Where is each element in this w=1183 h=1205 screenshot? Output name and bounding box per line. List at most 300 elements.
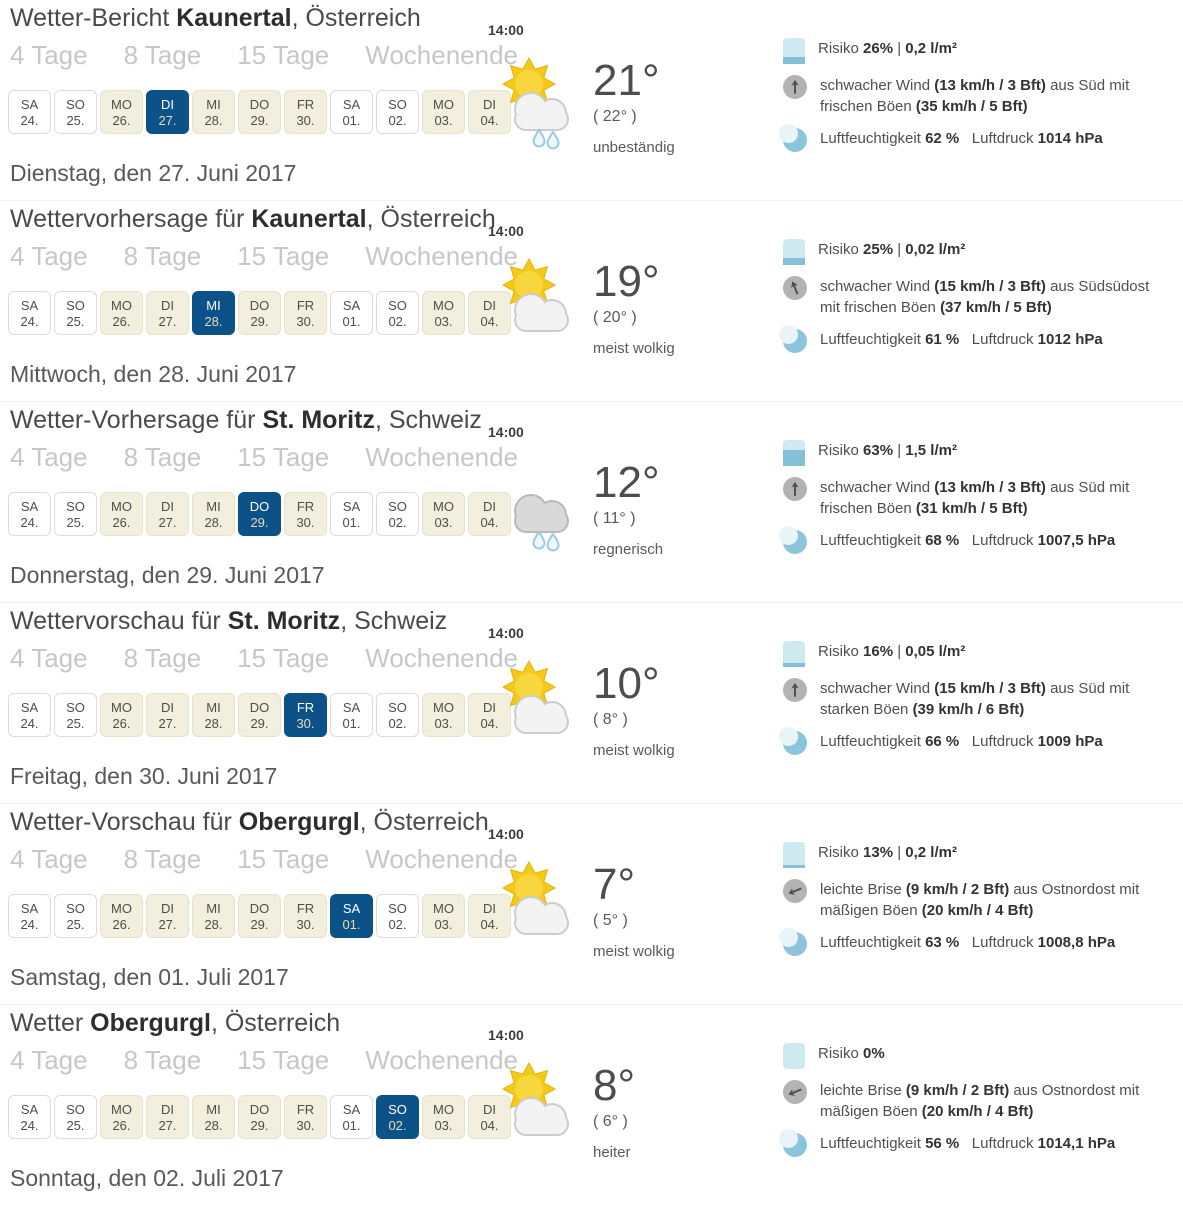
day-pill[interactable]: [8, 1095, 51, 1139]
day-pill-weekday: SA: [342, 1102, 361, 1117]
day-pill[interactable]: [192, 894, 235, 938]
day-pill-date: 01.: [342, 113, 361, 128]
wind-direction-icon: [783, 879, 807, 903]
day-pill-weekday: DO: [249, 901, 270, 916]
day-pill-weekday: SA: [20, 1102, 39, 1117]
tab-8-tage[interactable]: 8 Tage: [123, 40, 202, 70]
day-pill-date: 03.: [434, 716, 453, 731]
day-pill-date: 04.: [480, 1118, 499, 1133]
day-pill[interactable]: [284, 492, 327, 536]
day-pill-weekday: MO: [111, 700, 132, 715]
day-pill-date: 24.: [20, 314, 39, 329]
precipitation-row: [783, 842, 1165, 868]
wind-direction-icon: [783, 477, 807, 501]
day-pill-date: 30.: [296, 515, 315, 530]
day-pill-date: 27.: [158, 113, 177, 128]
title-suffix: , Schweiz: [340, 607, 448, 635]
day-pill-date: 28.: [204, 716, 223, 731]
day-pill-weekday: MI: [206, 298, 221, 313]
day-pill-weekday: MO: [111, 1102, 132, 1117]
day-pill-date: 28.: [204, 1118, 223, 1133]
day-strip: [8, 894, 499, 942]
city-name: Kaunertal: [251, 205, 367, 233]
day-pill[interactable]: [422, 90, 465, 134]
day-pill-weekday: MO: [111, 298, 132, 313]
wind-row: [783, 477, 1165, 519]
range-tabs: [10, 241, 518, 272]
day-pill[interactable]: [8, 291, 51, 335]
city-name: Obergurgl: [90, 1009, 211, 1037]
day-pill-date: 24.: [20, 917, 39, 932]
humidity-row: [783, 128, 1165, 152]
day-pill-weekday: FR: [296, 901, 315, 916]
tab-15-tage[interactable]: 15 Tage: [237, 40, 330, 70]
day-pill-date: 02.: [388, 314, 407, 329]
day-pill[interactable]: [192, 693, 235, 737]
day-pill-date: 25.: [66, 314, 85, 329]
felt-temperature: ( 11° ): [593, 510, 636, 527]
day-pill[interactable]: [8, 894, 51, 938]
wind-row: [783, 1080, 1165, 1122]
day-pill[interactable]: [330, 492, 373, 536]
day-pill-weekday: MO: [111, 901, 132, 916]
range-tabs: [10, 844, 518, 875]
day-pill[interactable]: [422, 894, 465, 938]
temperature-column: [593, 58, 675, 156]
date-line: Dienstag, den 27. Juni 2017: [10, 160, 297, 186]
tab-4-tage[interactable]: 4 Tage: [10, 844, 88, 874]
humidity-icon: [783, 128, 807, 152]
title-prefix: Wetter-Vorhersage für: [10, 406, 263, 434]
tab-15-tage[interactable]: 15 Tage: [237, 241, 330, 271]
day-pill[interactable]: [146, 693, 189, 737]
day-pill[interactable]: [54, 693, 97, 737]
date-line: Donnerstag, den 29. Juni 2017: [10, 562, 325, 588]
day-pill-date: 01.: [342, 716, 361, 731]
city-name: Obergurgl: [238, 808, 360, 836]
day-pill-date: 24.: [20, 716, 39, 731]
day-pill-date: 28.: [204, 515, 223, 530]
day-pill-date: 26.: [112, 1118, 131, 1133]
day-pill-date: 02.: [388, 113, 407, 128]
day-pill-date: 02.: [388, 917, 407, 932]
time-label: 14:00: [488, 22, 524, 38]
detail-rows: [783, 239, 1165, 353]
day-pill-date: 04.: [480, 314, 499, 329]
day-pill-weekday: FR: [296, 499, 315, 514]
felt-temperature: ( 8° ): [593, 711, 628, 728]
day-pill-weekday: SO: [388, 1102, 407, 1117]
day-pill[interactable]: [54, 291, 97, 335]
tab-4-tage[interactable]: 4 Tage: [10, 643, 88, 673]
condition-label: meist wolkig: [593, 943, 675, 960]
day-pill[interactable]: [422, 291, 465, 335]
day-pill-weekday: MI: [206, 499, 221, 514]
day-pill-weekday: SO: [66, 499, 85, 514]
day-pill[interactable]: [100, 492, 143, 536]
day-pill[interactable]: [284, 90, 327, 134]
tab-4-tage[interactable]: 4 Tage: [10, 1045, 88, 1075]
humidity-pressure-text: Luftfeuchtigkeit 62 % Luftdruck 1014 hPa: [820, 130, 1103, 147]
weather-block: [0, 401, 1183, 602]
tab-wochenende[interactable]: Wochenende: [365, 442, 518, 472]
day-pill-weekday: MI: [206, 700, 221, 715]
day-pill-date: 25.: [66, 113, 85, 128]
day-pill[interactable]: [284, 1095, 327, 1139]
tab-15-tage[interactable]: 15 Tage: [237, 643, 330, 673]
tab-4-tage[interactable]: 4 Tage: [10, 241, 88, 271]
city-name: St. Moritz: [227, 607, 341, 635]
block-title: [10, 4, 421, 33]
humidity-row: [783, 329, 1165, 353]
day-pill-weekday: DO: [249, 499, 270, 514]
title-suffix: , Österreich: [291, 4, 421, 32]
day-pill-date: 25.: [66, 917, 85, 932]
wind-text: schwacher Wind (15 km/h / 3 Bft) aus Südsüdost mit frischen Böen (37 km/h / 5 Bft): [820, 278, 1154, 316]
weather-block: [0, 200, 1183, 401]
day-pill-weekday: DI: [161, 97, 174, 112]
precipitation-row: [783, 239, 1165, 265]
sun-cloud-rain-icon: [487, 48, 587, 148]
precipitation-row: [783, 440, 1165, 466]
felt-temperature: ( 22° ): [593, 108, 637, 125]
day-pill[interactable]: [284, 894, 327, 938]
day-pill[interactable]: [376, 1095, 419, 1139]
precipitation-risk-icon: [783, 440, 805, 466]
day-pill[interactable]: [100, 693, 143, 737]
precipitation-text: Risiko 25% | 0,02 l/m²: [818, 241, 966, 258]
day-pill[interactable]: [146, 894, 189, 938]
detail-rows: [783, 641, 1165, 755]
day-pill[interactable]: [238, 894, 281, 938]
day-pill-date: 02.: [388, 515, 407, 530]
day-pill[interactable]: [54, 894, 97, 938]
range-tabs: [10, 1045, 518, 1076]
day-pill[interactable]: [284, 291, 327, 335]
day-pill-weekday: SA: [342, 97, 361, 112]
day-pill-weekday: SA: [20, 499, 39, 514]
day-pill-date: 29.: [250, 917, 269, 932]
day-pill-weekday: SO: [66, 298, 85, 313]
temperature: 10°: [593, 659, 660, 708]
detail-rows: [783, 1043, 1165, 1157]
day-pill-date: 03.: [434, 113, 453, 128]
day-pill-weekday: SA: [342, 499, 361, 514]
tab-8-tage[interactable]: 8 Tage: [123, 643, 202, 673]
humidity-icon: [783, 530, 807, 554]
tab-15-tage[interactable]: 15 Tage: [237, 1045, 330, 1075]
precipitation-text: Risiko 0%: [818, 1045, 885, 1062]
day-pill-weekday: DI: [161, 499, 174, 514]
humidity-row: [783, 932, 1165, 956]
day-pill[interactable]: [422, 1095, 465, 1139]
day-pill-date: 29.: [250, 113, 269, 128]
day-pill-weekday: FR: [296, 1102, 315, 1117]
day-pill-date: 04.: [480, 515, 499, 530]
day-pill-weekday: DI: [483, 1102, 496, 1117]
day-pill[interactable]: [422, 693, 465, 737]
wind-row: [783, 75, 1165, 117]
day-pill[interactable]: [238, 693, 281, 737]
day-pill[interactable]: [100, 291, 143, 335]
day-pill[interactable]: [238, 492, 281, 536]
day-pill-weekday: DI: [161, 700, 174, 715]
humidity-pressure-text: Luftfeuchtigkeit 56 % Luftdruck 1014,1 hPa: [820, 1135, 1116, 1152]
tab-wochenende[interactable]: Wochenende: [365, 1045, 518, 1075]
temperature-column: [593, 259, 675, 357]
day-pill-weekday: SO: [388, 901, 407, 916]
day-pill-date: 03.: [434, 1118, 453, 1133]
day-pill[interactable]: [100, 894, 143, 938]
weather-block: [0, 1004, 1183, 1205]
humidity-pressure-text: Luftfeuchtigkeit 61 % Luftdruck 1012 hPa: [820, 331, 1103, 348]
day-pill[interactable]: [376, 90, 419, 134]
tab-wochenende[interactable]: Wochenende: [365, 643, 518, 673]
precipitation-text: Risiko 26% | 0,2 l/m²: [818, 40, 957, 57]
day-pill-date: 04.: [480, 716, 499, 731]
tab-4-tage[interactable]: 4 Tage: [10, 40, 88, 70]
humidity-icon: [783, 329, 807, 353]
day-pill[interactable]: [376, 693, 419, 737]
day-pill-weekday: SO: [66, 700, 85, 715]
day-pill-date: 24.: [20, 1118, 39, 1133]
wind-row: [783, 678, 1165, 720]
day-pill-date: 26.: [112, 113, 131, 128]
day-pill-date: 26.: [112, 314, 131, 329]
day-pill-date: 04.: [480, 917, 499, 932]
city-name: St. Moritz: [262, 406, 375, 434]
weather-block: [0, 0, 1183, 200]
condition-label: heiter: [593, 1144, 631, 1161]
day-pill-date: 03.: [434, 917, 453, 932]
day-pill-date: 28.: [204, 113, 223, 128]
day-pill-weekday: SO: [388, 700, 407, 715]
day-pill[interactable]: [192, 291, 235, 335]
day-strip: [8, 1095, 499, 1143]
day-strip: [8, 291, 499, 339]
day-pill-weekday: SA: [342, 700, 361, 715]
date-line: Freitag, den 30. Juni 2017: [10, 763, 278, 789]
day-pill-date: 27.: [158, 314, 177, 329]
temperature-column: [593, 661, 675, 759]
day-strip: [8, 492, 499, 540]
temperature: 12°: [593, 458, 660, 507]
precipitation-row: [783, 38, 1165, 64]
tab-8-tage[interactable]: 8 Tage: [123, 1045, 202, 1075]
day-pill-weekday: SO: [66, 97, 85, 112]
humidity-icon: [783, 932, 807, 956]
day-pill[interactable]: [376, 492, 419, 536]
day-pill-weekday: SA: [20, 700, 39, 715]
day-pill-date: 28.: [204, 917, 223, 932]
day-pill-date: 01.: [342, 515, 361, 530]
weather-block: [0, 803, 1183, 1004]
sun-cloud-icon: [487, 1053, 587, 1153]
day-pill[interactable]: [146, 291, 189, 335]
day-pill-date: 29.: [250, 716, 269, 731]
day-pill-weekday: DI: [161, 298, 174, 313]
day-pill[interactable]: [54, 1095, 97, 1139]
forecast-right-panel: [481, 603, 1183, 803]
precipitation-risk-icon: [783, 641, 805, 667]
day-pill[interactable]: [192, 1095, 235, 1139]
humidity-pressure-text: Luftfeuchtigkeit 68 % Luftdruck 1007,5 hPa: [820, 532, 1116, 549]
day-pill[interactable]: [54, 90, 97, 134]
temperature: 19°: [593, 257, 660, 306]
sun-cloud-icon: [487, 651, 587, 751]
day-pill[interactable]: [8, 90, 51, 134]
sun-cloud-icon: [487, 249, 587, 349]
day-pill-weekday: MI: [206, 1102, 221, 1117]
day-pill-weekday: SA: [342, 901, 361, 916]
tab-4-tage[interactable]: 4 Tage: [10, 442, 88, 472]
day-pill[interactable]: [238, 90, 281, 134]
day-pill[interactable]: [146, 492, 189, 536]
day-pill-date: 03.: [434, 314, 453, 329]
day-pill-weekday: MO: [433, 97, 454, 112]
day-pill-date: 30.: [296, 113, 315, 128]
day-pill-weekday: MO: [111, 97, 132, 112]
wind-direction-icon: [783, 276, 807, 300]
day-pill[interactable]: [100, 90, 143, 134]
humidity-icon: [783, 1133, 807, 1157]
temperature: 8°: [593, 1061, 636, 1110]
day-pill[interactable]: [238, 291, 281, 335]
day-pill[interactable]: [376, 291, 419, 335]
tab-8-tage[interactable]: 8 Tage: [123, 844, 202, 874]
day-pill-weekday: MO: [433, 1102, 454, 1117]
precipitation-risk-icon: [783, 239, 805, 265]
day-pill[interactable]: [146, 1095, 189, 1139]
precipitation-risk-icon: [783, 1043, 805, 1069]
day-pill-weekday: DI: [483, 298, 496, 313]
wind-row: [783, 276, 1165, 318]
day-pill[interactable]: [330, 291, 373, 335]
day-pill[interactable]: [146, 90, 189, 134]
day-pill[interactable]: [54, 492, 97, 536]
day-pill-date: 04.: [480, 113, 499, 128]
precipitation-row: [783, 1043, 1165, 1069]
day-pill-weekday: DO: [249, 97, 270, 112]
day-pill-date: 26.: [112, 917, 131, 932]
day-pill-weekday: FR: [296, 700, 315, 715]
tab-wochenende[interactable]: Wochenende: [365, 844, 518, 874]
day-pill-date: 01.: [342, 314, 361, 329]
wind-text: schwacher Wind (13 km/h / 3 Bft) aus Süd mit frischen Böen (35 km/h / 5 Bft): [820, 77, 1134, 115]
day-strip: [8, 693, 499, 741]
tab-8-tage[interactable]: 8 Tage: [123, 442, 202, 472]
title-prefix: Wetter-Bericht: [10, 4, 177, 32]
day-pill-date: 27.: [158, 1118, 177, 1133]
tab-15-tage[interactable]: 15 Tage: [237, 844, 330, 874]
day-pill[interactable]: [192, 492, 235, 536]
condition-label: meist wolkig: [593, 742, 675, 759]
forecast-right-panel: [481, 804, 1183, 1004]
day-pill[interactable]: [330, 894, 373, 938]
day-pill-date: 25.: [66, 716, 85, 731]
sun-cloud-icon: [487, 852, 587, 952]
day-pill-weekday: DO: [249, 700, 270, 715]
felt-temperature: ( 6° ): [593, 1113, 628, 1130]
day-pill[interactable]: [330, 1095, 373, 1139]
temperature: 7°: [593, 860, 636, 909]
day-pill[interactable]: [284, 693, 327, 737]
wind-text: schwacher Wind (15 km/h / 3 Bft) aus Süd mit starken Böen (39 km/h / 6 Bft): [820, 680, 1134, 718]
wind-row: [783, 879, 1165, 921]
day-pill-weekday: SO: [388, 97, 407, 112]
range-tabs: [10, 40, 518, 71]
day-pill-date: 26.: [112, 515, 131, 530]
title-suffix: , Österreich: [210, 1009, 341, 1037]
day-pill-date: 24.: [20, 113, 39, 128]
day-pill[interactable]: [8, 693, 51, 737]
wind-direction-icon: [783, 678, 807, 702]
detail-rows: [783, 38, 1165, 152]
day-pill-weekday: SA: [342, 298, 361, 313]
forecast-right-panel: [481, 1005, 1183, 1205]
day-pill-date: 25.: [66, 515, 85, 530]
day-pill-date: 25.: [66, 1118, 85, 1133]
tab-wochenende[interactable]: Wochenende: [365, 241, 518, 271]
tab-8-tage[interactable]: 8 Tage: [123, 241, 202, 271]
day-pill-weekday: SO: [66, 901, 85, 916]
day-pill-date: 01.: [342, 917, 361, 932]
day-pill-date: 29.: [250, 1118, 269, 1133]
day-pill-date: 01.: [342, 1118, 361, 1133]
day-pill[interactable]: [330, 693, 373, 737]
day-pill[interactable]: [376, 894, 419, 938]
range-tabs: [10, 643, 518, 674]
forecast-right-panel: [481, 402, 1183, 602]
day-pill-weekday: SO: [388, 499, 407, 514]
condition-label: unbeständig: [593, 139, 675, 156]
day-pill-weekday: SA: [20, 298, 39, 313]
day-pill-date: 26.: [112, 716, 131, 731]
tab-15-tage[interactable]: 15 Tage: [237, 442, 330, 472]
day-pill-weekday: DI: [161, 901, 174, 916]
day-pill[interactable]: [330, 90, 373, 134]
humidity-row: [783, 1133, 1165, 1157]
day-pill[interactable]: [422, 492, 465, 536]
day-pill-date: 30.: [296, 314, 315, 329]
title-prefix: Wetter-Vorschau für: [10, 808, 239, 836]
day-pill[interactable]: [8, 492, 51, 536]
day-pill-date: 27.: [158, 917, 177, 932]
humidity-row: [783, 530, 1165, 554]
time-label: 14:00: [488, 625, 524, 641]
forecast-right-panel: [481, 201, 1183, 401]
day-pill-weekday: MO: [433, 499, 454, 514]
weather-block: [0, 602, 1183, 803]
day-pill[interactable]: [100, 1095, 143, 1139]
day-pill[interactable]: [192, 90, 235, 134]
day-pill-weekday: MO: [111, 499, 132, 514]
humidity-row: [783, 731, 1165, 755]
temperature-column: [593, 862, 675, 960]
tab-wochenende[interactable]: Wochenende: [365, 40, 518, 70]
time-label: 14:00: [488, 1027, 524, 1043]
city-name: Kaunertal: [176, 4, 292, 32]
day-pill-weekday: FR: [296, 97, 315, 112]
day-pill-date: 27.: [158, 716, 177, 731]
day-pill-weekday: DI: [483, 499, 496, 514]
felt-temperature: ( 5° ): [593, 912, 628, 929]
day-pill-weekday: SA: [20, 97, 39, 112]
block-title: [10, 607, 447, 636]
block-title: [10, 406, 482, 435]
day-pill[interactable]: [238, 1095, 281, 1139]
block-title: [10, 205, 496, 234]
